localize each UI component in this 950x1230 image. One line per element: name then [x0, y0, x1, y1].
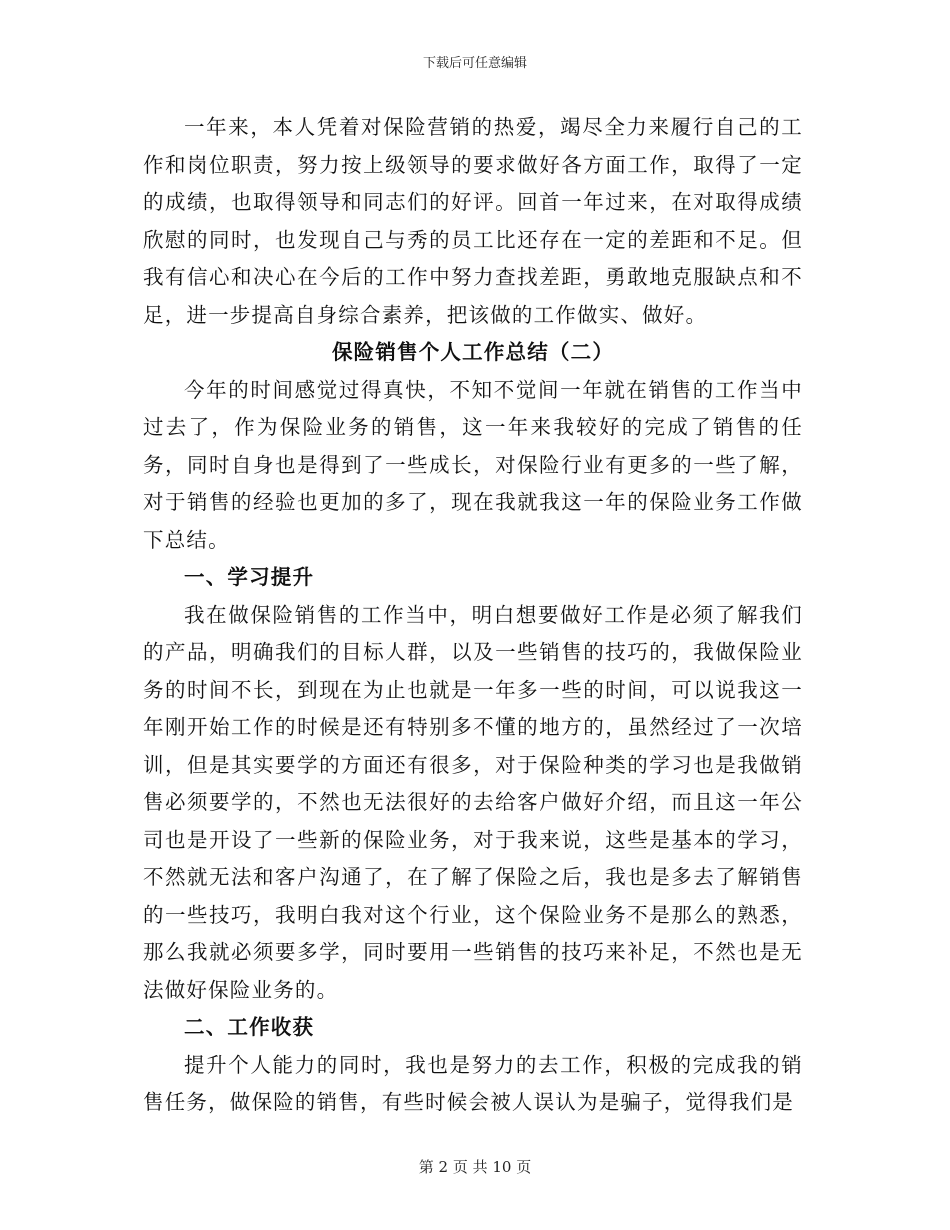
- paragraph: 一年来，本人凭着对保险营销的热爱，竭尽全力来履行自己的工作和岗位职责，努力按上级领导的要求做好各方面工作，取得了一定的成绩，也取得领导和同志们的好评。回首一年过来，在对取得成绩欣慰的同时，也发现自己与秀的员工比还存在一定的差距和不足。但我有信心和决心在今后的工作中努力查找差距，勇敢地克服缺点和不足，进一步提高自身综合素养，把该做的工作做实、做好。: [143, 115, 803, 327]
- document-body: [143, 109, 803, 1122]
- page-header: 下载后可任意编辑: [422, 56, 527, 71]
- paragraph: 今年的时间感觉过得真快，不知不觉间一年就在销售的工作当中过去了，作为保险业务的销售，这一年来我较好的完成了销售的任务，同时自身也是得到了一些成长，对保险行业有更多的一些了解，对于销售的经验也更加的多了，现在我就我这一年的保险业务工作做下总结。: [143, 377, 803, 552]
- subsection-heading: 二、工作收获: [184, 1015, 315, 1039]
- section-title: 保险销售个人工作总结（二）: [331, 340, 615, 364]
- paragraph: 提升个人能力的同时，我也是努力的去工作，积极的完成我的销售任务，做保险的销售，有些时候会被人误认为是骗子，觉得我们是: [143, 1052, 803, 1114]
- page-footer: 第 2 页 共 10 页: [418, 1158, 532, 1176]
- paragraph: 我在做保险销售的工作当中，明白想要做好工作是必须了解我们的产品，明确我们的目标人群，以及一些销售的技巧的，我做保险业务的时间不长，到现在为止也就是一年多一些的时间，可以说我这一年刚开始工作的时候是还有特别多不懂的地方的，虽然经过了一次培训，但是其实要学的方面还有很多，对于保险种类的学习也是我做销售必须要学的，不然也无法很好的去给客户做好介绍，而且这一年公司也是开设了一些新的保险业务，对于我来说，这些是基本的学习，不然就无法和客户沟通了，在了解了保险之后，我也是多去了解销售的一些技巧，我明白我对这个行业，这个保险业务不是那么的熟悉，那么我就必须要多学，同时要用一些销售的技巧来补足，不然也是无法做好保险业务的。: [143, 602, 803, 1002]
- subsection-heading: 一、学习提升: [184, 565, 315, 589]
